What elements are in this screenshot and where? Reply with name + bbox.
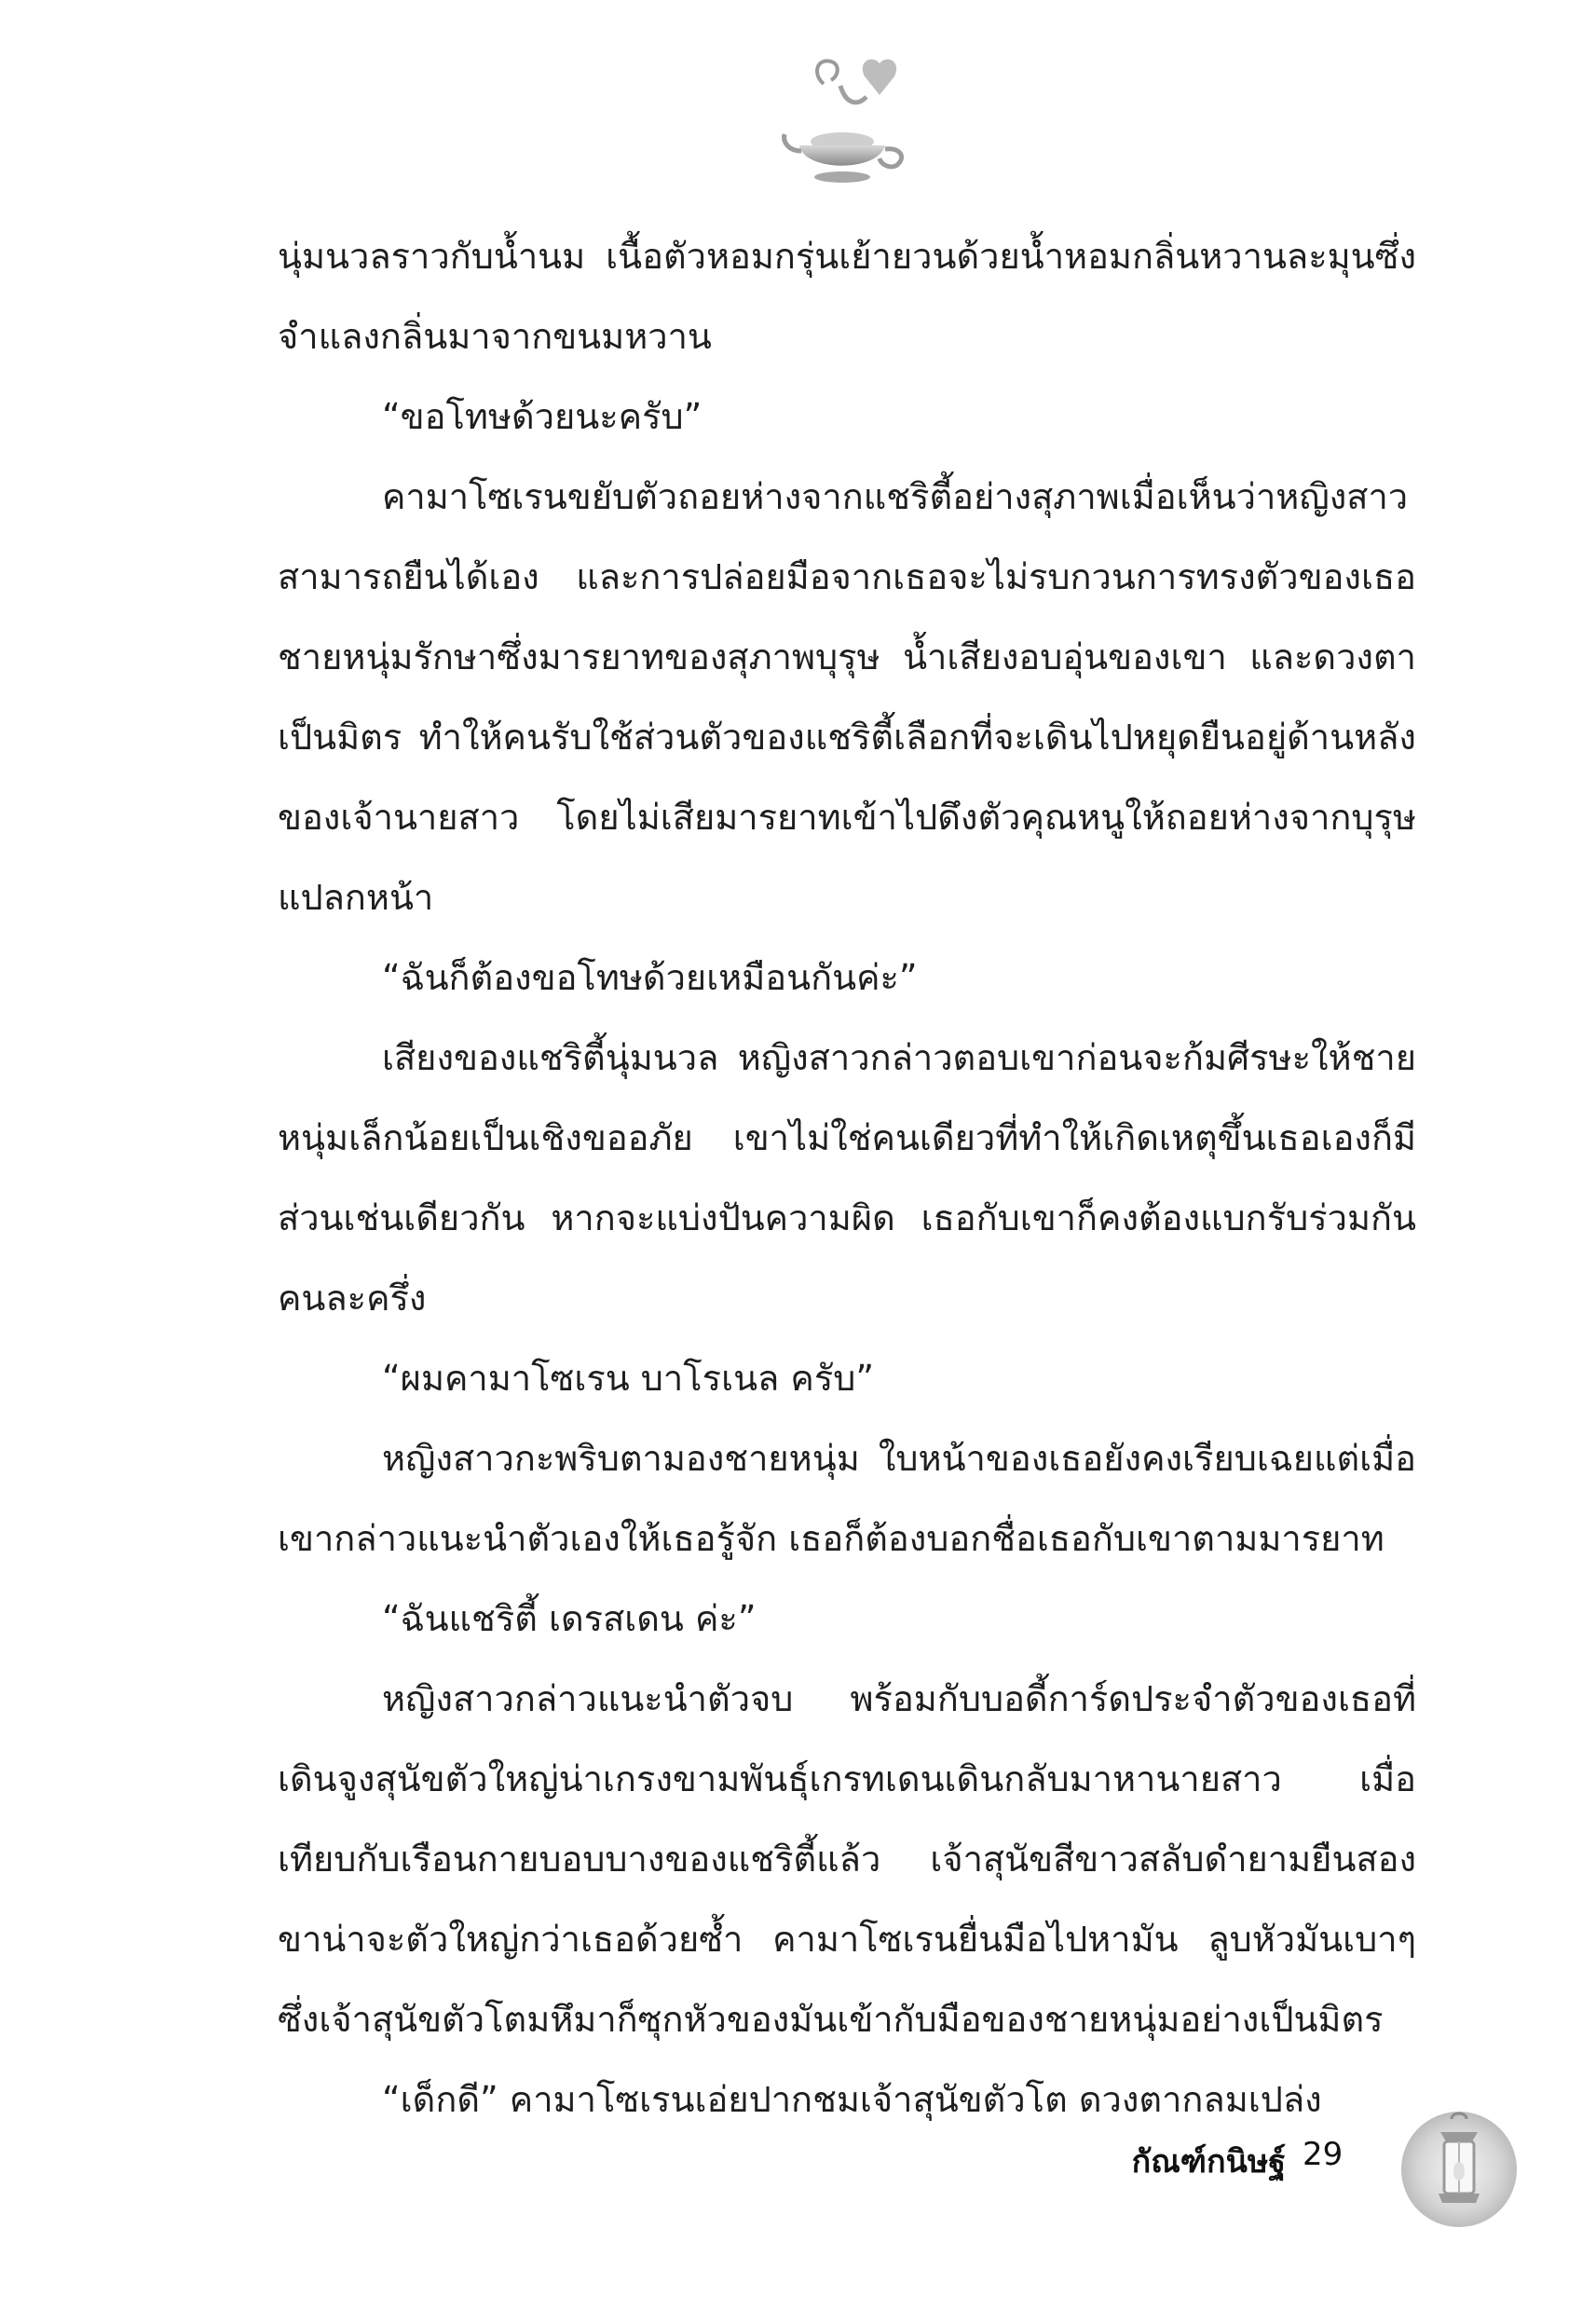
body-text [278,216,1416,2140]
book-title-footer: กัณฑ์กนิษฐ์ [1131,2143,1286,2181]
paragraph: หญิงสาวกะพริบตามองชายหนุ่ม ใบหน้าของเธอยังคงเรียบเฉยแต่เมื่อเขากล่าวแนะนำตัวเองให้เธอรู้จัก เธอก็ต้องบอกชื่อเธอกับเขาตามมารยาท [278,1438,1416,1559]
paragraph: “ฉันก็ต้องขอโทษด้วยเหมือนกันค่ะ” [382,957,918,998]
paragraph: “เด็กดี” คามาโซเรนเอ่ยปากชมเจ้าสุนัขตัวโต ดวงตากลมเปล่ง [382,2079,1322,2120]
paragraph: หญิงสาวกล่าวแนะนำตัวจบ พร้อมกับบอดี้การ์ดประจำตัวของเธอที่เดินจูงสุนัขตัวใหญ่น่าเกรงขามพันธุ์เกรทเดนเดินกลับมาหานายสาว เมื่อเทียบกับเรือนกายบอบบางของแชริตี้แล้ว เจ้าสุนัขสีขาวสลับดำยามยืนสองขาน่าจะตัวใหญ่กว่าเธอด้วยซ้ำ คามาโซเรนยื่นมือไปหามัน ลูบหัวมันเบาๆ ซึ่งเจ้าสุนัขตัวโตมหึมาก็ซุกหัวของมันเข้ากับมือของชายหนุ่มอย่างเป็นมิตร [278,1678,1416,2040]
paragraph: นุ่มนวลราวกับน้ำนม เนื้อตัวหอมกรุ่นเย้ายวนด้วยน้ำหอมกลิ่นหวานละมุนซึ่งจำแลงกลิ่นมาจากขนมหวาน [278,236,1416,357]
paragraph: คามาโซเรนขยับตัวถอยห่างจากแชริตี้อย่างสุภาพเมื่อเห็นว่าหญิงสาวสามารถยืนได้เอง และการปล่อยมือจากเธอจะไม่รบกวนการทรงตัวของเธอ ชายหนุ่มรักษาซึ่งมารยาทของสุภาพบุรุษ น้ำเสียงอบอุ่นของเขา และดวงตาเป็นมิตร ทำให้คนรับใช้ส่วนตัวของแชริตี้เลือกที่จะเดินไปหยุดยืนอยู่ด้านหลังของเจ้านายสาว โดยไม่เสียมารยาทเข้าไปดึงตัวคุณหนูให้ถอยห่างจากบุรุษแปลกหน้า [278,476,1416,918]
paragraph: “ผมคามาโซเรน บาโรเนล ครับ” [382,1358,875,1399]
page-number: 29 [1303,2136,1344,2173]
paragraph: “ฉันแชริตี้ เดรสเดน ค่ะ” [382,1598,757,1639]
paragraph: เสียงของแชริตี้นุ่มนวล หญิงสาวกล่าวตอบเขาก่อนจะก้มศีรษะให้ชายหนุ่มเล็กน้อยเป็นเชิงขออภัย เขาไม่ใช่คนเดียวที่ทำให้เกิดเหตุขึ้นเธอเองก็มีส่วนเช่นเดียวกัน หากจะแบ่งปันความผิด เธอกับเขาก็คงต้องแบกรับร่วมกันคนละครึ่ง [278,1037,1416,1319]
paragraph: “ขอโทษด้วยนะครับ” [382,396,703,437]
lantern-ornament-icon [1398,2104,1521,2235]
teapot-lamp-ornament-icon [775,48,915,198]
